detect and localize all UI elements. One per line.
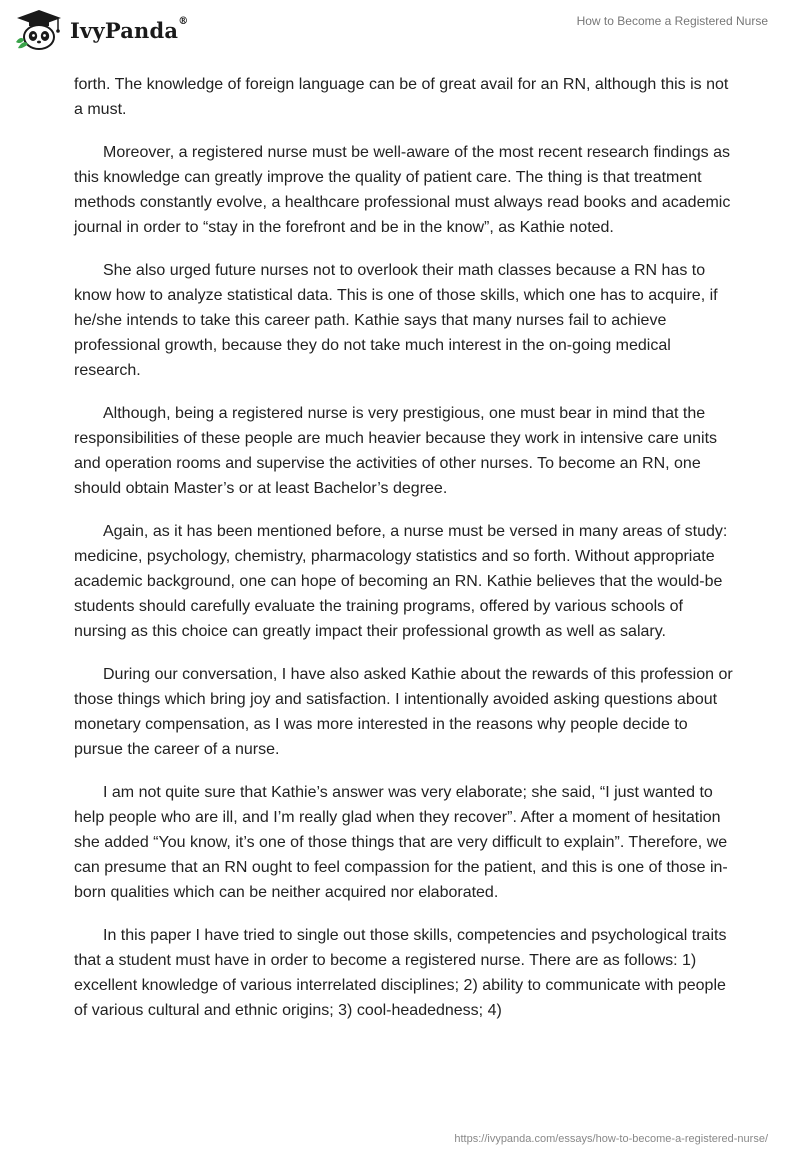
source-url[interactable]: https://ivypanda.com/essays/how-to-become-a-registered-nurse/ [454, 1133, 768, 1145]
paragraph: forth. The knowledge of foreign language can be of great avail for an RN, although this is not a must. [74, 76, 729, 118]
paragraph: Again, as it has been mentioned before, a nurse must be versed in many areas of study: medicine, psychology, chemistry, pharmacology statistics and so forth. Without appropriate academic background, one can hope of becoming an RN. Kathie believes that the would-be students should carefully evaluate the training programs, offered by various schools of nursing as this choice can greatly impact their professional growth as well as salary. [74, 523, 728, 640]
panda-graduate-icon [14, 8, 64, 52]
paragraph: Although, being a registered nurse is very prestigious, one must bear in mind that the responsibilities of these people are much heavier because they work in intensive care units and operation rooms and supervise the activities of other nurses. To become an RN, one should obtain Master’s or at least Bachelor’s degree. [74, 405, 718, 497]
ivypanda-logo[interactable] [14, 8, 188, 52]
paragraph: She also urged future nurses not to overlook their math classes because a RN has to know how to analyze statistical data. This is one of those skills, which one has to acquire, if he/she intends to take this career path. Kathie says that many nurses fail to achieve professional growth, because they do not take much interest in the on-going medical research. [74, 262, 718, 379]
document-title: How to Become a Registered Nurse [576, 14, 768, 28]
paragraph: During our conversation, I have also asked Kathie about the rewards of this profession or those things which bring joy and satisfaction. I intentionally avoided asking questions about monetary compensation, as I was more interested in the reasons why people decide to pursue the career of a nurse. [74, 666, 733, 758]
page-header [0, 0, 800, 60]
paragraph: Moreover, a registered nurse must be well-aware of the most recent research findings as this knowledge can greatly improve the quality of patient care. The thing is that treatment methods constantly evolve, a healthcare professional must always read books and academic journal in order to “stay in the forefront and be in the know”, as Kathie noted. [74, 144, 731, 236]
paragraph: I am not quite sure that Kathie’s answer was very elaborate; she said, “I just wanted to help people who are ill, and I’m really glad when they recover”. After a moment of hesitation she added “You know, it’s one of those things that are very difficult to explain”. Therefore, we can presume that an RN ought to feel compassion for the patient, and this is one of those in-born qualities which can be neither acquired nor elaborated. [74, 784, 728, 901]
brand-name: IvyPanda® [70, 15, 189, 43]
paragraph: In this paper I have tried to single out those skills, competencies and psychological traits that a student must have in order to become a registered nurse. There are as follows: 1) excellent knowledge of various interrelated disciplines; 2) ability to communicate with people of various cultural and ethnic origins; 3) cool-headedness; 4) [74, 927, 727, 1019]
essay-body [74, 72, 734, 1041]
